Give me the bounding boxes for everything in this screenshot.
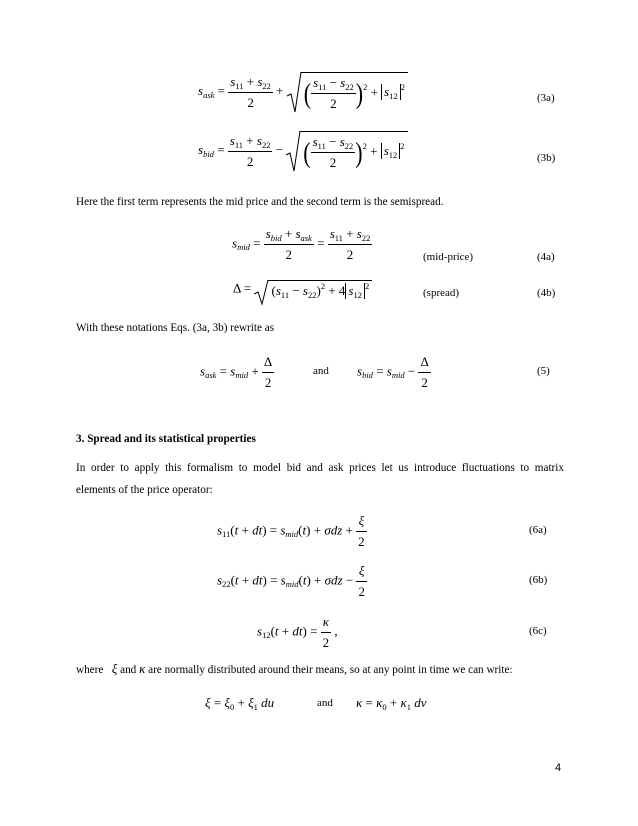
symbol-kappa: κ <box>139 661 146 676</box>
word-and: and <box>120 664 137 676</box>
paragraph-fluctuations-line1: In order to apply this formalism to model bid and ask prices let us introduce fluctuations to matrix <box>76 462 564 474</box>
equation-4b-tag: (4b) <box>537 287 556 299</box>
equation-5-left: $s_{ask} = s_{mid}$ + $\frac{\Delta}{2}$ <box>200 354 273 390</box>
paragraph-rest: are normally distributed around their means, so at any point in time we can write: <box>148 664 513 676</box>
equation-5-tag: (5) <box>537 365 550 377</box>
symbol-xi: ξ <box>111 661 118 676</box>
equation-4a-tag: (4a) <box>537 251 555 263</box>
equation-7-left: $\xi = \xi_0 + \xi_1$ du <box>205 695 275 712</box>
equation-4b-note: (spread) <box>423 287 460 299</box>
equation-5-right: $s_{bid} = s_{mid}$ − $\frac{\Delta}{2}$ <box>357 354 429 390</box>
equation-4a-note: (mid-price) <box>423 251 474 263</box>
equation-6b-tag: (6b) <box>529 574 548 586</box>
equation-6a: $s_{11}(t + dt) = s_{mid}(t) + \sigma dz$ + $\frac{\xi}{2}$ <box>217 513 365 549</box>
equation-6b: $s_{22}(t + dt) = s_{mid}(t) + \sigma dz$ − $\frac{\xi}{2}$ <box>217 563 365 599</box>
equation-7-and: and <box>317 697 333 709</box>
word-where: where <box>76 664 104 676</box>
paragraph-notation-rewrite: With these notations Eqs. (3a, 3b) rewrite as <box>76 322 275 334</box>
page-number: 4 <box>555 762 562 774</box>
paragraph-fluctuations-line2: elements of the price operator: <box>76 484 213 496</box>
equation-6c-tag: (6c) <box>529 625 547 637</box>
equation-4b: Δ = $(s_{11} - s_{22})^2 + 4$ $s_{12}^2$ <box>233 280 372 299</box>
equation-6a-tag: (6a) <box>529 524 547 536</box>
equation-3a: $s_{ask}$ = $\frac{s_{11} + s_{22}}{2}$ + ( $\frac{s_{11} - s_{22}}{2}$ )$^2 + s_{12}^2$ <box>198 72 408 112</box>
equation-3b: $s_{bid}$ = $\frac{s_{11} + s_{22}}{2}$ − ( $\frac{s_{11} - s_{22}}{2}$ )$^2 + s_{12}^2$ <box>198 131 408 171</box>
equation-7-right: $\kappa = \kappa_0 + \kappa_1$ dv <box>356 695 427 712</box>
section-heading: 3. Spread and its statistical properties <box>76 433 256 445</box>
equation-4a: $s_{mid}$ = $\frac{s_{bid} + s_{ask}}{2}$ = $\frac{s_{11} + s_{22}}{2}$ <box>232 226 371 262</box>
paragraph-mid-price-explanation: Here the first term represents the mid price and the second term is the semispread. <box>76 196 444 208</box>
equation-6c: $s_{12}(t + dt)$ = $\frac{\kappa}{2}$ , <box>257 614 338 650</box>
equation-5-and: and <box>313 365 329 377</box>
equation-3b-tag: (3b) <box>537 152 556 164</box>
paragraph-normal-distribution <box>76 662 513 676</box>
equation-3a-tag: (3a) <box>537 92 555 104</box>
